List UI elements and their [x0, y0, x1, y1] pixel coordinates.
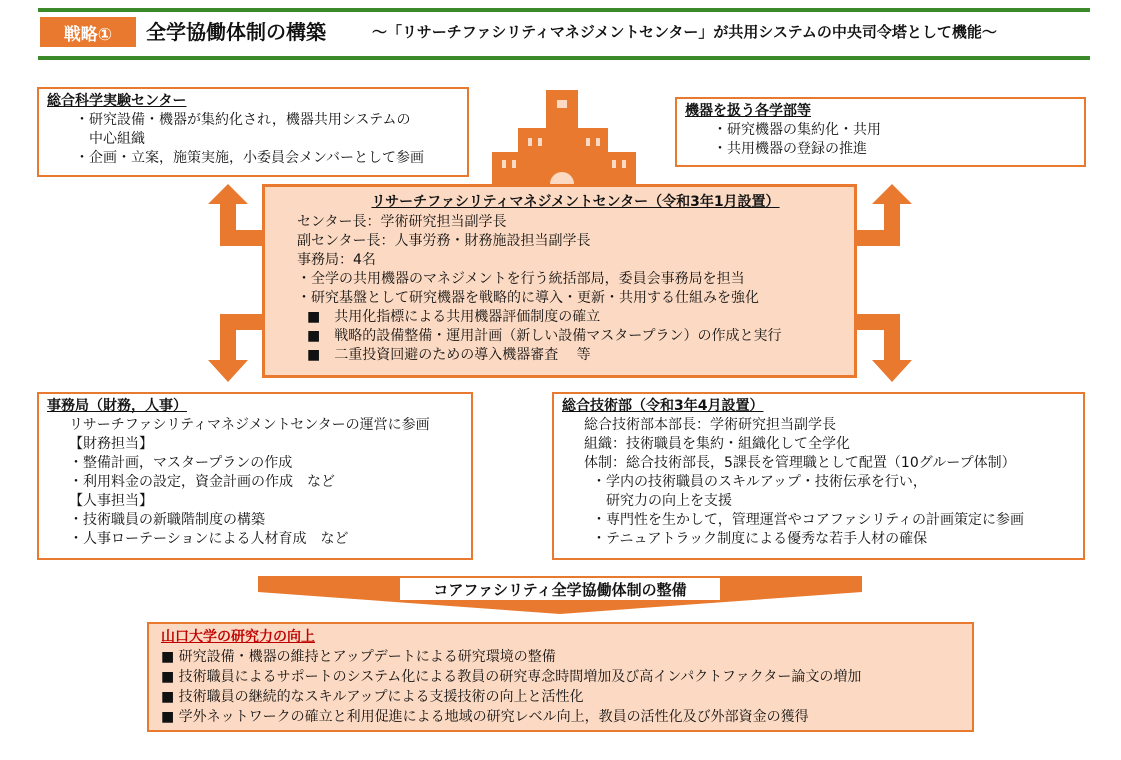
admin-box	[37, 392, 473, 560]
rfmc-line: 事務局：4名	[297, 252, 376, 268]
strategy-tag: 戦略①	[40, 17, 136, 47]
tech-box	[552, 392, 1085, 560]
list-item: ・テニュアトラック制度による優秀な若手人材の確保	[592, 531, 928, 547]
list-item: ・技術職員の新職階制度の構築	[69, 512, 265, 528]
building-icon	[492, 90, 636, 190]
rfmc-line: ・全学の共用機器のマネジメントを行う統括部局，委員会事務局を担当	[297, 271, 745, 287]
rfmc-line: センター長：学術研究担当副学長	[297, 214, 507, 230]
rfmc-line: ・研究基盤として研究機器を戦略的に導入・更新・共用する仕組みを強化	[297, 290, 759, 306]
list-item: 研究力の向上を支援	[592, 493, 732, 509]
list-item: ・専門性を生かして，管理運営やコアファシリティの計画策定に参画	[592, 512, 1025, 528]
departments-title: 機器を扱う各学部等	[685, 103, 811, 119]
rfmc-line: ■ 二重投資回避のための導入機器審査 等	[307, 347, 591, 363]
list-item: ・学内の技術職員のスキルアップ・技術伝承を行い，	[592, 474, 927, 490]
list-item: ・人事ローテーションによる人材育成 など	[69, 531, 349, 547]
list-item: 総合技術部本部長：学術研究担当副学長	[584, 417, 836, 433]
list-item: 【人事担当】	[69, 493, 153, 509]
list-item: ■ 技術職員の継続的なスキルアップによる支援技術の向上と活性化	[161, 689, 584, 705]
list-item: ・企画・立案，施策実施，小委員会メンバーとして参画	[75, 150, 425, 166]
arrow-down-right-icon	[857, 314, 912, 382]
arrow-down-left-icon	[208, 314, 262, 382]
tech-title: 総合技術部（令和3年4月設置）	[562, 398, 764, 414]
page-subtitle: ～「リサーチファシリティマネジメントセンター」が共用システムの中央司令塔として機能～	[372, 23, 997, 41]
rfmc-line: 副センター長：人事労務・財務施設担当副学長	[297, 233, 591, 249]
arrow-up-right-icon	[857, 184, 912, 246]
rfmc-line: ■ 共用化指標による共用機器評価制度の確立	[307, 309, 601, 325]
list-item: 中心組織	[75, 131, 145, 147]
science-center-title: 総合科学実験センター	[47, 93, 187, 109]
page-title: 全学協働体制の構築	[146, 20, 326, 44]
list-item: ・利用料金の設定，資金計画の作成 など	[69, 474, 335, 490]
science-center-box	[37, 87, 469, 177]
outcome-title: 山口大学の研究力の向上	[161, 629, 315, 645]
list-item: 組織：技術職員を集約・組織化して全学化	[584, 436, 850, 452]
list-item: ・共用機器の登録の推進	[713, 141, 867, 157]
rfmc-title: リサーチファシリティマネジメントセンター（令和3年1月設置）	[371, 194, 780, 210]
list-item: ■ 学外ネットワークの確立と利用促進による地域の研究レベル向上，教員の活性化及び外部資金の獲得	[161, 709, 809, 725]
list-item: リサーチファシリティマネジメントセンターの運営に参画	[69, 417, 430, 433]
list-item: ・研究機器の集約化・共用	[713, 122, 881, 138]
core-facility-banner: コアファシリティ全学協働体制の整備	[398, 576, 722, 602]
list-item: ・研究設備・機器が集約化され，機器共用システムの	[75, 112, 411, 128]
rfmc-line: ■ 戦略的設備整備・運用計画（新しい設備マスタープラン）の作成と実行	[307, 328, 782, 344]
arrow-up-left-icon	[208, 184, 262, 246]
departments-box	[675, 97, 1086, 167]
list-item: ・整備計画，マスタープランの作成	[69, 455, 293, 471]
rfmc-box	[262, 184, 857, 378]
list-item: 【財務担当】	[69, 436, 153, 452]
list-item: ■ 研究設備・機器の維持とアップデートによる研究環境の整備	[161, 649, 556, 665]
list-item: 体制：総合技術部長，5課長を管理職として配置（10グループ体制）	[584, 455, 1016, 471]
admin-title: 事務局（財務，人事）	[47, 398, 187, 414]
list-item: ■ 技術職員によるサポートのシステム化による教員の研究専念時間増加及び高インパクトファクター論文の増加	[161, 669, 862, 685]
research-outcome-box	[147, 622, 974, 732]
